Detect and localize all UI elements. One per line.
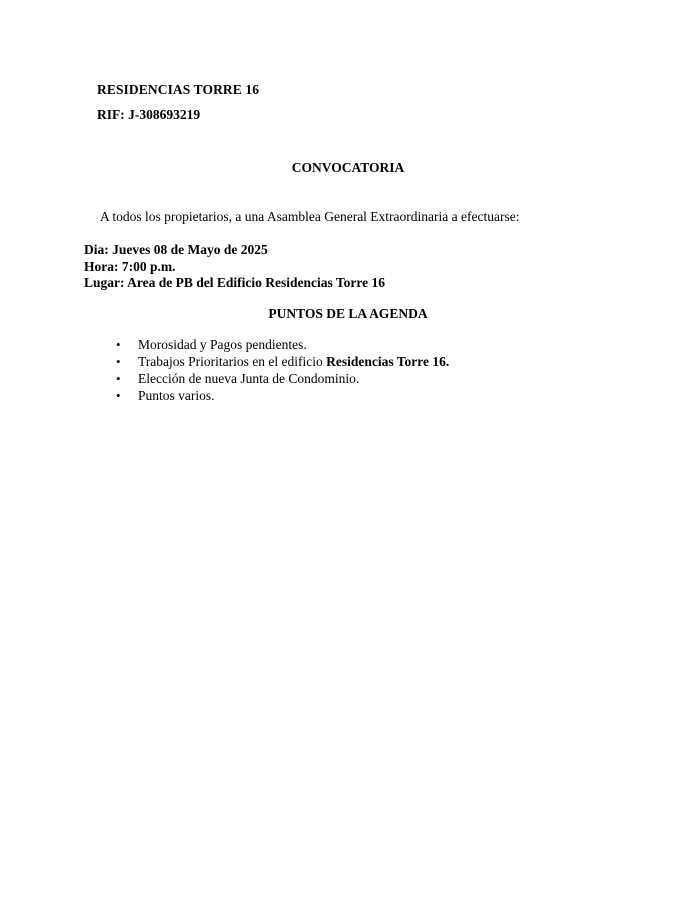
agenda-item-text: Morosidad y Pagos pendientes. bbox=[138, 337, 307, 352]
intro-paragraph: A todos los propietarios, a una Asamblea General Extraordinaria a efectuarse: bbox=[100, 209, 520, 224]
meeting-place: Lugar: Area de PB del Edificio Residencias Torre 16 bbox=[84, 275, 386, 290]
bullet-icon: • bbox=[116, 337, 121, 352]
agenda-item bbox=[116, 387, 449, 404]
meeting-time: Hora: 7:00 p.m. bbox=[84, 259, 176, 274]
rif-number: RIF: J-308693219 bbox=[97, 107, 201, 122]
agenda-item bbox=[116, 370, 449, 387]
agenda-item-text: Puntos varios. bbox=[138, 388, 215, 403]
agenda-item-text: Trabajos Prioritarios en el edificio bbox=[138, 354, 327, 369]
meeting-date: Dia: Jueves 08 de Mayo de 2025 bbox=[84, 242, 268, 257]
agenda-list bbox=[116, 336, 449, 404]
bullet-icon: • bbox=[116, 354, 121, 369]
agenda-item-bold-text: Residencias Torre 16. bbox=[326, 354, 450, 369]
organization-name: RESIDENCIAS TORRE 16 bbox=[97, 82, 260, 97]
agenda-item-text: Elección de nueva Junta de Condominio. bbox=[138, 371, 360, 386]
bullet-icon: • bbox=[116, 388, 121, 403]
agenda-item bbox=[116, 336, 449, 353]
agenda-title: PUNTOS DE LA AGENDA bbox=[268, 306, 428, 321]
agenda-item bbox=[116, 353, 449, 370]
bullet-icon: • bbox=[116, 371, 121, 386]
document-title: CONVOCATORIA bbox=[291, 160, 405, 175]
